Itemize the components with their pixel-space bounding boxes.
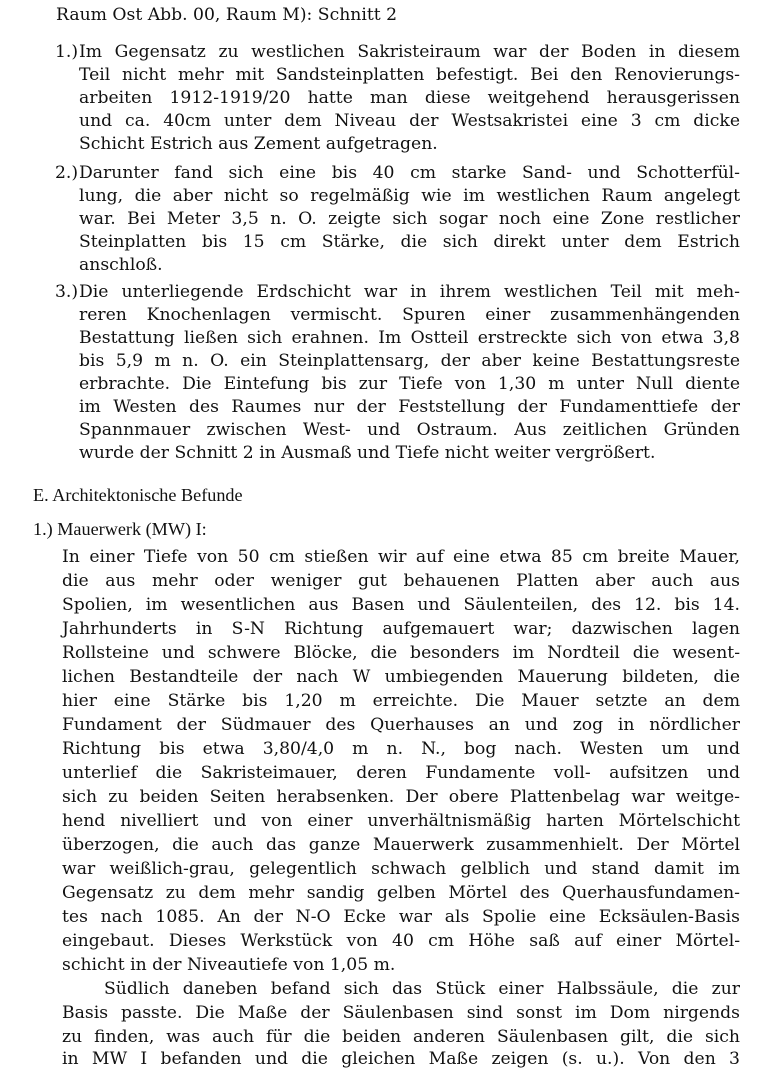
body-line: hend nivelliert und von einer unverhältnismäßig harten Mörtelschicht: [62, 811, 740, 831]
body-line: Rollsteine und schwere Blöcke, die besonders im Nordteil die wesent-: [62, 643, 740, 663]
list-item-line: Spannmauer zwischen West- und Ostraum. Aus zeitlichen Gründen: [79, 420, 740, 440]
body-line: eingebaut. Dieses Werkstück von 40 cm Höhe saß auf einer Mörtel-: [62, 931, 740, 951]
list-item-line: im Westen des Raumes nur der Feststellung der Fundamenttiefe der: [79, 397, 740, 417]
body-line: in MW I befanden und die gleichen Maße zeigen (s. u.). Von den 3: [62, 1049, 740, 1069]
body-line: In einer Tiefe von 50 cm stießen wir auf eine etwa 85 cm breite Mauer,: [62, 547, 740, 567]
body-line: Spolien, im wesentlichen aus Basen und Säulenteilen, des 12. bis 14.: [62, 595, 740, 615]
body-line: zu finden, was auch für die beiden anderen Säulenbasen gilt, die sich: [62, 1027, 740, 1047]
list-item-number: 3.): [55, 282, 79, 302]
list-item-line: wurde der Schnitt 2 in Ausmaß und Tiefe nicht weiter vergrößert.: [79, 443, 656, 463]
list-item-line: Schicht Estrich aus Zement aufgetragen.: [79, 134, 438, 154]
list-item-line: lung, die aber nicht so regelmäßig wie im westlichen Raum angelegt: [79, 186, 740, 206]
list-item-line: Steinplatten bis 15 cm Stärke, die sich direkt unter dem Estrich: [79, 232, 740, 252]
list-item-line: Bestattung ließen sich erahnen. Im Ostteil erstreckte sich von etwa 3,8: [79, 328, 740, 348]
list-item-number: 2.): [55, 163, 79, 183]
list-item-line: Darunter fand sich eine bis 40 cm starke Sand- und Schotterfül-: [79, 163, 740, 183]
body-line: unterlief die Sakristeimauer, deren Fundamente voll- aufsitzen und: [62, 763, 740, 783]
list-item-line: erbrachte. Die Eintefung bis zur Tiefe von 1,30 m unter Null diente: [79, 374, 740, 394]
list-item-line: arbeiten 1912-1919/20 hatte man diese weitgehend herausgerissen: [79, 88, 740, 108]
section-heading: E. Architektonische Befunde: [33, 485, 243, 505]
list-item-line: reren Knochenlagen vermischt. Spuren einer zusammenhängenden: [79, 305, 740, 325]
body-line: Südlich daneben befand sich das Stück einer Halbssäule, die zur: [104, 979, 740, 999]
body-line: die aus mehr oder weniger gut behauenen Platten aber auch aus: [62, 571, 740, 591]
list-item-line: Im Gegensatz zu westlichen Sakristeiraum war der Boden in diesem: [79, 42, 740, 62]
body-line: lichen Bestandteile der nach W umbiegenden Mauerung bildeten, die: [62, 667, 740, 687]
body-line: hier eine Stärke bis 1,20 m erreichte. Die Mauer setzte an dem: [62, 691, 740, 711]
body-line: Fundament der Südmauer des Querhauses an und zog in nördlicher: [62, 715, 740, 735]
body-line: überzogen, die auch das ganze Mauerwerk zusammenhielt. Der Mörtel: [62, 835, 740, 855]
body-line: tes nach 1085. An der N-O Ecke war als Spolie eine Ecksäulen-Basis: [62, 907, 740, 927]
body-line: schicht in der Niveautiefe von 1,05 m.: [62, 955, 396, 975]
page-top-heading: Raum Ost Abb. 00, Raum M): Schnitt 2: [56, 5, 398, 25]
subsection-heading: 1.) Mauerwerk (MW) I:: [33, 519, 207, 539]
list-item-line: war. Bei Meter 3,5 n. O. zeigte sich sogar noch eine Zone restlicher: [79, 209, 740, 229]
body-line: war weißlich-grau, gelegentlich schwach gelblich und stand damit im: [62, 859, 740, 879]
body-line: Richtung bis etwa 3,80/4,0 m n. N., bog nach. Westen um und: [62, 739, 740, 759]
list-item-line: anschloß.: [79, 255, 163, 275]
list-item-line: Die unterliegende Erdschicht war in ihrem westlichen Teil mit meh-: [79, 282, 740, 302]
list-item-number: 1.): [55, 42, 79, 62]
body-line: Basis passte. Die Maße der Säulenbasen sind sonst im Dom nirgends: [62, 1003, 740, 1023]
list-item-line: bis 5,9 m n. O. ein Steinplattensarg, der aber keine Bestattungsreste: [79, 351, 740, 371]
body-line: Jahrhunderts in S-N Richtung aufgemauert war; dazwischen lagen: [62, 619, 740, 639]
list-item-line: und ca. 40cm unter dem Niveau der Westsakristei eine 3 cm dicke: [79, 111, 740, 131]
body-line: Gegensatz zu dem mehr sandig gelben Mörtel des Querhausfundamen-: [62, 883, 740, 903]
body-line: sich zu beiden Seiten herabsenken. Der obere Plattenbelag war weitge-: [62, 787, 740, 807]
list-item-line: Teil nicht mehr mit Sandsteinplatten befestigt. Bei den Renovierungs-: [79, 65, 740, 85]
